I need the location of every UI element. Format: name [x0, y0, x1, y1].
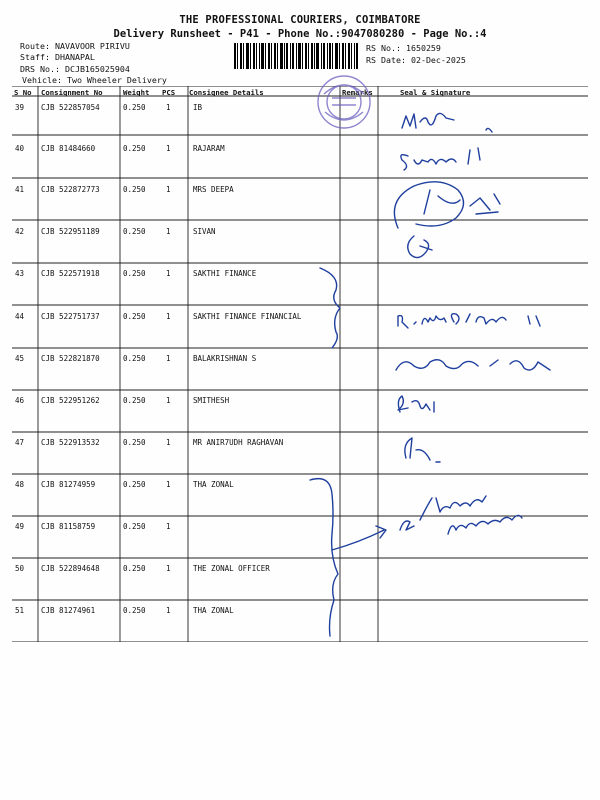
row-consignee: RAJARAM	[193, 144, 225, 153]
row-weight: 0.250	[123, 312, 146, 321]
row-consignment-no: CJB 522951262	[41, 396, 100, 405]
row-weight: 0.250	[123, 606, 146, 615]
row-pcs: 1	[166, 144, 171, 153]
row-consignment-no: CJB 81158759	[41, 522, 96, 531]
barcode-icon	[234, 43, 358, 69]
row-consignment-no: CJB 522751737	[41, 312, 100, 321]
row-sno: 40	[15, 144, 25, 153]
col-header-sno: S No	[14, 88, 32, 97]
row-weight: 0.250	[123, 227, 146, 236]
rs-number: RS No.: 1650259	[366, 43, 441, 53]
row-consignee: MR ANIR7UDH RAGHAVAN	[193, 438, 284, 447]
row-consignee: IB	[193, 103, 203, 112]
row-consignee: SMITHESH	[193, 396, 230, 405]
row-consignment-no: CJB 81274961	[41, 606, 96, 615]
row-sno: 50	[15, 564, 25, 573]
row-weight: 0.250	[123, 269, 146, 278]
office-stamp-icon	[316, 74, 372, 130]
row-sno: 51	[15, 606, 25, 615]
drs-number: DRS No.: DCJB165025904	[20, 64, 130, 74]
row-sno: 39	[15, 103, 25, 112]
col-header-consignee: Consignee Details	[189, 88, 264, 97]
row-consignee: SAKTHI FINANCE FINANCIAL	[193, 312, 302, 321]
row-pcs: 1	[166, 269, 171, 278]
row-sno: 46	[15, 396, 25, 405]
row-sno: 41	[15, 185, 25, 194]
runsheet-subtitle: Delivery Runsheet - P41 - Phone No.:9047080280 - Page No.:4	[113, 28, 487, 40]
row-consignment-no: CJB 522872773	[41, 185, 100, 194]
row-consignee: MRS DEEPA	[193, 185, 234, 194]
row-sno: 43	[15, 269, 25, 278]
rs-date: RS Date: 02-Dec-2025	[366, 55, 466, 65]
company-title: THE PROFESSIONAL COURIERS, COIMBATORE	[179, 14, 421, 26]
row-sno: 47	[15, 438, 25, 447]
row-consignment-no: CJB 81484660	[41, 144, 96, 153]
row-pcs: 1	[166, 522, 171, 531]
staff-label: Staff: DHANAPAL	[20, 52, 95, 62]
row-consignee: THE ZONAL OFFICER	[193, 564, 270, 573]
col-header-weight: Weight	[123, 88, 150, 97]
row-pcs: 1	[166, 564, 171, 573]
row-consignee: SIVAN	[193, 227, 216, 236]
col-header-pcs: PCS	[162, 88, 176, 97]
row-weight: 0.250	[123, 564, 146, 573]
row-pcs: 1	[166, 227, 171, 236]
row-sno: 42	[15, 227, 25, 236]
row-consignment-no: CJB 81274959	[41, 480, 96, 489]
row-pcs: 1	[166, 396, 171, 405]
row-weight: 0.250	[123, 185, 146, 194]
row-consignment-no: CJB 522857054	[41, 103, 100, 112]
col-header-signature: Seal & Signature	[400, 88, 471, 97]
table-grid	[12, 86, 588, 642]
row-sno: 45	[15, 354, 25, 363]
delivery-table	[12, 86, 588, 642]
vehicle-label: Vehicle: Two Wheeler Delivery	[22, 75, 167, 85]
row-sno: 49	[15, 522, 25, 531]
row-weight: 0.250	[123, 522, 146, 531]
col-header-remarks: Remarks	[342, 88, 373, 97]
row-weight: 0.250	[123, 103, 146, 112]
col-header-consignment: Consignment No	[41, 88, 103, 97]
row-consignee: THA ZONAL	[193, 480, 234, 489]
row-sno: 44	[15, 312, 25, 321]
row-sno: 48	[15, 480, 25, 489]
row-consignee: BALAKRISHNAN S	[193, 354, 257, 363]
row-pcs: 1	[166, 354, 171, 363]
row-consignment-no: CJB 522821870	[41, 354, 100, 363]
row-consignment-no: CJB 522913532	[41, 438, 100, 447]
row-pcs: 1	[166, 606, 171, 615]
row-consignee: SAKTHI FINANCE	[193, 269, 257, 278]
row-weight: 0.250	[123, 438, 146, 447]
row-consignment-no: CJB 522571918	[41, 269, 100, 278]
row-consignment-no: CJB 522951189	[41, 227, 100, 236]
row-weight: 0.250	[123, 144, 146, 153]
row-pcs: 1	[166, 312, 171, 321]
row-pcs: 1	[166, 480, 171, 489]
route-label: Route: NAVAVOOR PIRIVU	[20, 41, 130, 51]
row-weight: 0.250	[123, 354, 146, 363]
row-weight: 0.250	[123, 396, 146, 405]
row-pcs: 1	[166, 103, 171, 112]
row-pcs: 1	[166, 438, 171, 447]
row-consignment-no: CJB 522894648	[41, 564, 100, 573]
row-consignee: THA ZONAL	[193, 606, 234, 615]
row-weight: 0.250	[123, 480, 146, 489]
row-pcs: 1	[166, 185, 171, 194]
